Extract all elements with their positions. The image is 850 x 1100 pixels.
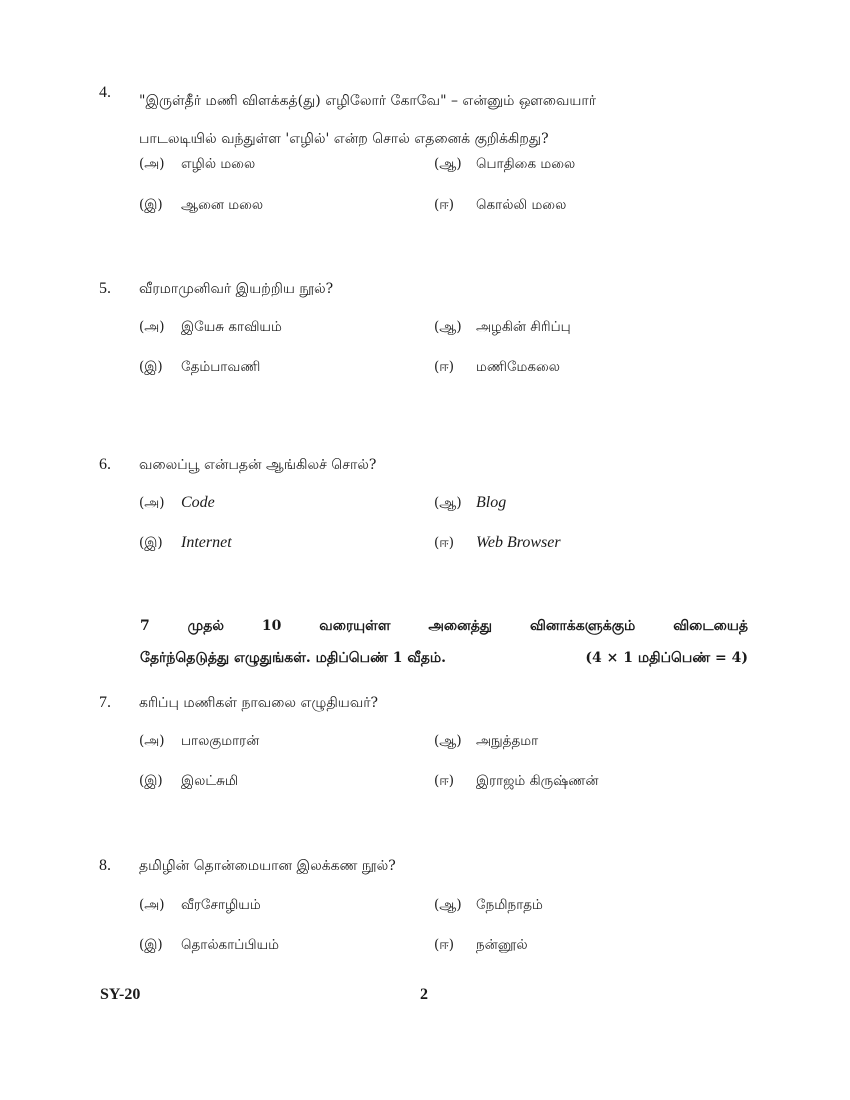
- option-d: [434, 197, 566, 215]
- instruction-word: 7: [140, 618, 150, 634]
- instruction-word: அனைத்து: [428, 618, 493, 634]
- option-label: (ஆ): [434, 495, 462, 511]
- question-text-line: பாடலடியில் வந்துள்ள 'எழில்' என்ற சொல் எதனைக் குறிக்கிறது?: [139, 131, 549, 147]
- question-text: [139, 446, 376, 484]
- section-instruction: [140, 618, 748, 668]
- question-number: 6.: [99, 456, 111, 473]
- paper-code: SY-20: [100, 986, 141, 1003]
- question-7: [99, 694, 749, 794]
- question-number: 8.: [99, 857, 111, 874]
- option-label: (ஈ): [434, 773, 455, 789]
- option-b: [434, 733, 538, 751]
- option-d: [434, 359, 560, 377]
- question-text-line: வலைப்பூ என்பதன் ஆங்கிலச் சொல்?: [139, 457, 377, 473]
- option-value: அழகின் சிரிப்பு: [476, 319, 571, 335]
- option-label: (ஆ): [434, 733, 462, 749]
- option-value: கொல்லி மலை: [476, 197, 567, 213]
- option-value: நேமிநாதம்: [476, 897, 543, 913]
- option-label: (ஆ): [434, 319, 462, 335]
- option-value: Internet: [181, 534, 232, 551]
- question-text-line: "இருள்தீர் மணி விளக்கத்(து) எழிலோர் கோவே" – என்னும் ஔவையார்: [139, 93, 597, 109]
- option-label: (இ): [139, 535, 163, 551]
- option-a: [139, 733, 259, 751]
- instruction-line-2: [140, 650, 748, 668]
- option-c: [139, 534, 232, 553]
- option-a: [139, 897, 261, 915]
- instruction-word: முதல்: [187, 618, 224, 634]
- question-5: [99, 280, 749, 380]
- option-a: [139, 494, 215, 513]
- option-b: [434, 494, 506, 513]
- option-c: [139, 937, 279, 955]
- option-label: (ஆ): [434, 897, 462, 913]
- question-4: [99, 84, 749, 224]
- option-value: இராஜம் கிருஷ்ணன்: [476, 773, 599, 789]
- option-c: [139, 359, 260, 377]
- option-value: பாலகுமாரன்: [181, 733, 260, 749]
- question-text: [139, 82, 596, 158]
- instruction-word: வினாக்களுக்கும்: [529, 618, 636, 634]
- option-value: Blog: [476, 494, 507, 511]
- instruction-word: வரையுள்ள: [319, 618, 391, 634]
- option-value: தேம்பாவணி: [181, 359, 261, 375]
- option-value: இயேசு காவியம்: [181, 319, 282, 335]
- option-value: அநுத்தமா: [476, 733, 539, 749]
- option-a: [139, 156, 255, 174]
- option-c: [139, 773, 238, 791]
- question-6: [99, 456, 749, 556]
- option-b: [434, 897, 543, 915]
- option-value: Web Browser: [476, 534, 561, 551]
- option-b: [434, 319, 571, 337]
- option-c: [139, 197, 263, 215]
- instruction-line-1: [140, 618, 748, 636]
- instruction-word: விடையைத்: [673, 618, 748, 634]
- question-number: 5.: [99, 280, 111, 297]
- option-d: [434, 937, 528, 955]
- option-label: (அ): [139, 156, 165, 172]
- option-value: Code: [181, 494, 215, 511]
- option-label: (ஈ): [434, 359, 455, 375]
- option-label: (அ): [139, 733, 165, 749]
- option-label: (இ): [139, 773, 163, 789]
- instruction-text: தேர்ந்தெடுத்து எழுதுங்கள். மதிப்பெண் 1 வீதம்.: [140, 650, 447, 666]
- option-value: இலட்சுமி: [181, 773, 239, 789]
- option-label: (அ): [139, 495, 165, 511]
- instruction-word: 10: [261, 618, 282, 634]
- option-value: மணிமேகலை: [476, 359, 561, 375]
- option-label: (அ): [139, 897, 165, 913]
- question-text: [139, 684, 378, 722]
- option-value: நன்னூல்: [476, 937, 528, 953]
- option-label: (அ): [139, 319, 165, 335]
- option-label: (ஈ): [434, 937, 455, 953]
- option-label: (இ): [139, 197, 163, 213]
- option-label: (இ): [139, 359, 163, 375]
- option-value: பொதிகை மலை: [476, 156, 576, 172]
- option-label: (ஈ): [434, 535, 455, 551]
- question-text: [139, 847, 396, 885]
- question-8: [99, 857, 749, 957]
- option-a: [139, 319, 282, 337]
- marks-allocation: (4 × 1 மதிப்பெண் = 4): [585, 650, 748, 666]
- option-label: (ஈ): [434, 197, 455, 213]
- option-b: [434, 156, 575, 174]
- question-text-line: தமிழின் தொன்மையான இலக்கண நூல்?: [139, 858, 396, 874]
- option-value: வீரசோழியம்: [181, 897, 261, 913]
- option-label: (ஆ): [434, 156, 462, 172]
- option-d: [434, 534, 561, 553]
- question-text-line: கரிப்பு மணிகள் நாவலை எழுதியவர்?: [139, 695, 379, 711]
- page-number: 2: [420, 986, 428, 1003]
- option-label: (இ): [139, 937, 163, 953]
- option-d: [434, 773, 599, 791]
- question-number: 7.: [99, 694, 111, 711]
- question-text-line: வீரமாமுனிவர் இயற்றிய நூல்?: [139, 281, 334, 297]
- option-value: தொல்காப்பியம்: [181, 937, 280, 953]
- option-value: ஆனை மலை: [181, 197, 264, 213]
- question-text: [139, 270, 333, 308]
- question-number: 4.: [99, 84, 111, 101]
- option-value: எழில் மலை: [181, 156, 256, 172]
